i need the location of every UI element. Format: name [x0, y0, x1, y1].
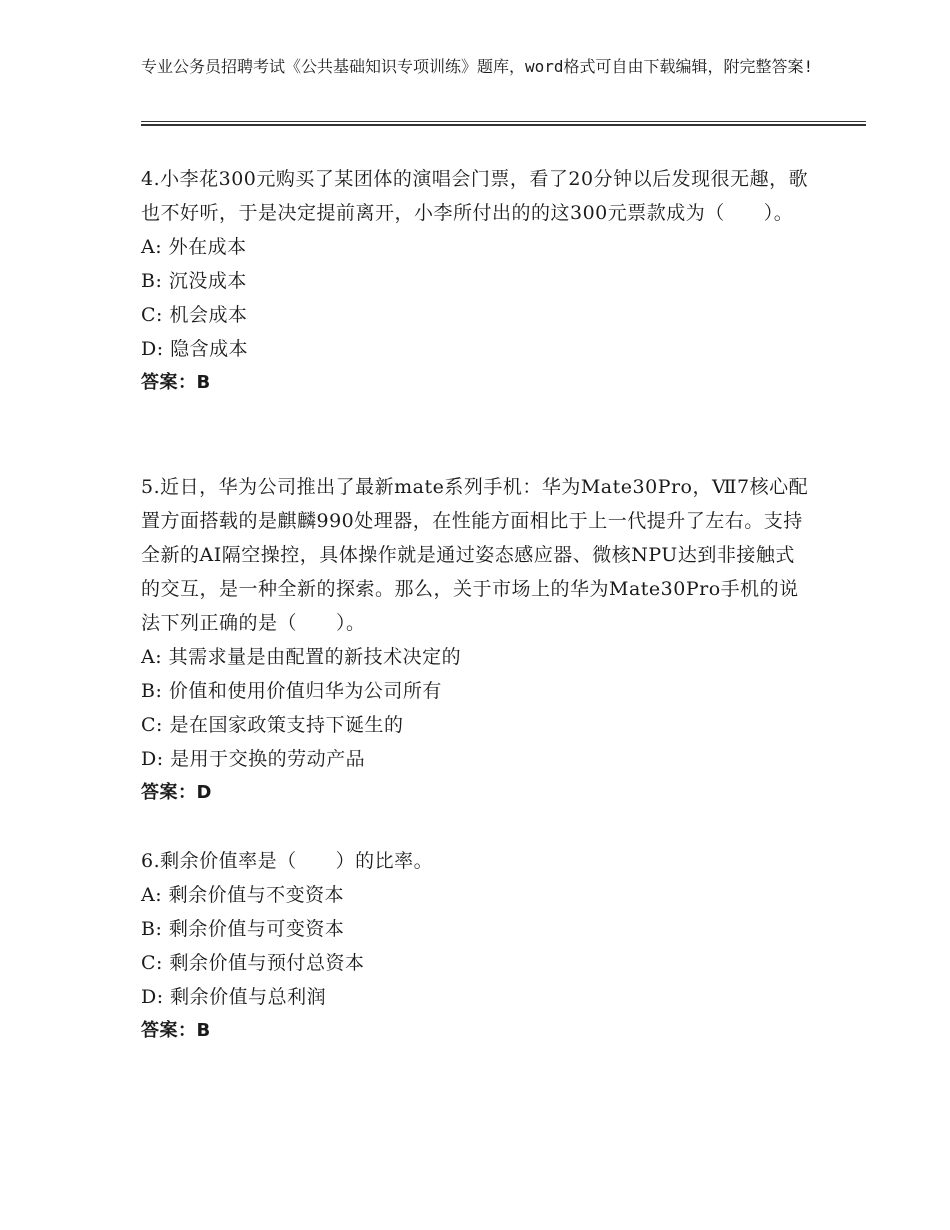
- option-d: D: 隐含成本: [141, 338, 249, 360]
- question-stem: 4.小李花300元购买了某团体的演唱会门票，看了20分钟以后发现很无趣，歌也不好听，于是决定提前离开，小李所付出的的这300元票款成为（ ）。: [141, 168, 809, 224]
- option-d: D: 剩余价值与总利润: [141, 986, 327, 1008]
- option-c: C: 机会成本: [141, 304, 248, 326]
- header-divider-thin: [141, 121, 866, 122]
- option-c: C: 剩余价值与预付总资本: [141, 952, 365, 974]
- answer-label: 答案：D: [141, 782, 212, 803]
- option-b: B: 沉没成本: [141, 270, 247, 292]
- question-4: [141, 162, 811, 400]
- answer-label: 答案：B: [141, 1020, 211, 1041]
- header-text: 专业公务员招聘考试《公共基础知识专项训练》题库，word格式可自由下载编辑，附完整答案!: [141, 57, 814, 76]
- option-a: A: 其需求量是由配置的新技术决定的: [141, 646, 462, 668]
- document-header: [141, 56, 821, 78]
- question-6: [141, 844, 811, 1048]
- option-b: B: 价值和使用价值归华为公司所有: [141, 680, 442, 702]
- option-a: A: 剩余价值与不变资本: [141, 884, 345, 906]
- option-a: A: 外在成本: [141, 236, 247, 258]
- header-divider-thick: [141, 124, 866, 126]
- question-stem: 5.近日，华为公司推出了最新mate系列手机：华为Mate30Pro，Ⅶ7核心配置方面搭载的是麒麟990处理器，在性能方面相比于上一代提升了左右。支持全新的AI隔空操控，具体操作就是通过姿态感应器、微核NPU达到非接触式的交互，是一种全新的探索。那么，关于市场上的华为Mate30Pro手机的说法下列正确的是（ ）。: [141, 476, 809, 634]
- question-stem: 6.剩余价值率是（ ）的比率。: [141, 850, 434, 872]
- option-b: B: 剩余价值与可变资本: [141, 918, 345, 940]
- answer-label: 答案：B: [141, 372, 211, 393]
- option-c: C: 是在国家政策支持下诞生的: [141, 714, 404, 736]
- question-5: [141, 470, 811, 810]
- option-d: D: 是用于交换的劳动产品: [141, 748, 366, 770]
